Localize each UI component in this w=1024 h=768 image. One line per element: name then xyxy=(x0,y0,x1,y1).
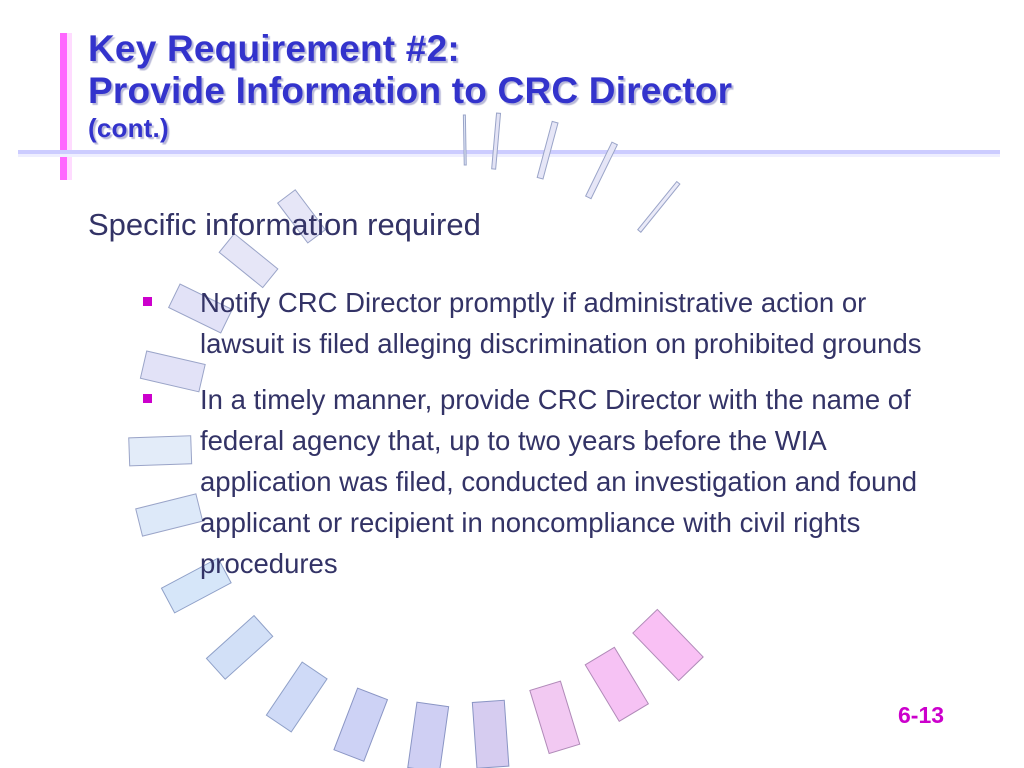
bullet-text: Notify CRC Director promptly if administrative action or lawsuit is filed alleging discrimination on prohibited grounds xyxy=(200,287,922,359)
title-line-1: Key Requirement #2: xyxy=(88,28,460,69)
bullet-item xyxy=(140,282,940,364)
title-line-2: Provide Information to CRC Director xyxy=(88,70,733,112)
title-rule xyxy=(18,150,1000,154)
bullet-list xyxy=(140,282,940,599)
square-bullet-icon xyxy=(143,297,152,306)
slide-title xyxy=(88,28,732,144)
fan-tile xyxy=(530,681,580,753)
fan-tile xyxy=(266,662,327,732)
square-bullet-icon xyxy=(143,394,152,403)
fan-tile xyxy=(206,616,272,680)
bullet-item xyxy=(140,379,940,584)
fan-tile xyxy=(334,688,388,761)
fan-tile xyxy=(585,647,648,721)
bullet-text: In a timely manner, provide CRC Director with the name of federal agency that, up to two years before the WIA application was filed, conducted an investigation and found applicant or recipient in noncompliance with civil rights procedures xyxy=(200,384,918,579)
subheading: Specific information required xyxy=(88,207,481,242)
fan-tile xyxy=(633,609,703,680)
fan-tile xyxy=(408,702,449,768)
title-accent-bar xyxy=(60,33,67,180)
fan-tile xyxy=(638,182,680,233)
fan-tile xyxy=(472,700,509,768)
page-number: 6-13 xyxy=(898,702,945,728)
title-line-3: (cont.) xyxy=(88,113,169,144)
